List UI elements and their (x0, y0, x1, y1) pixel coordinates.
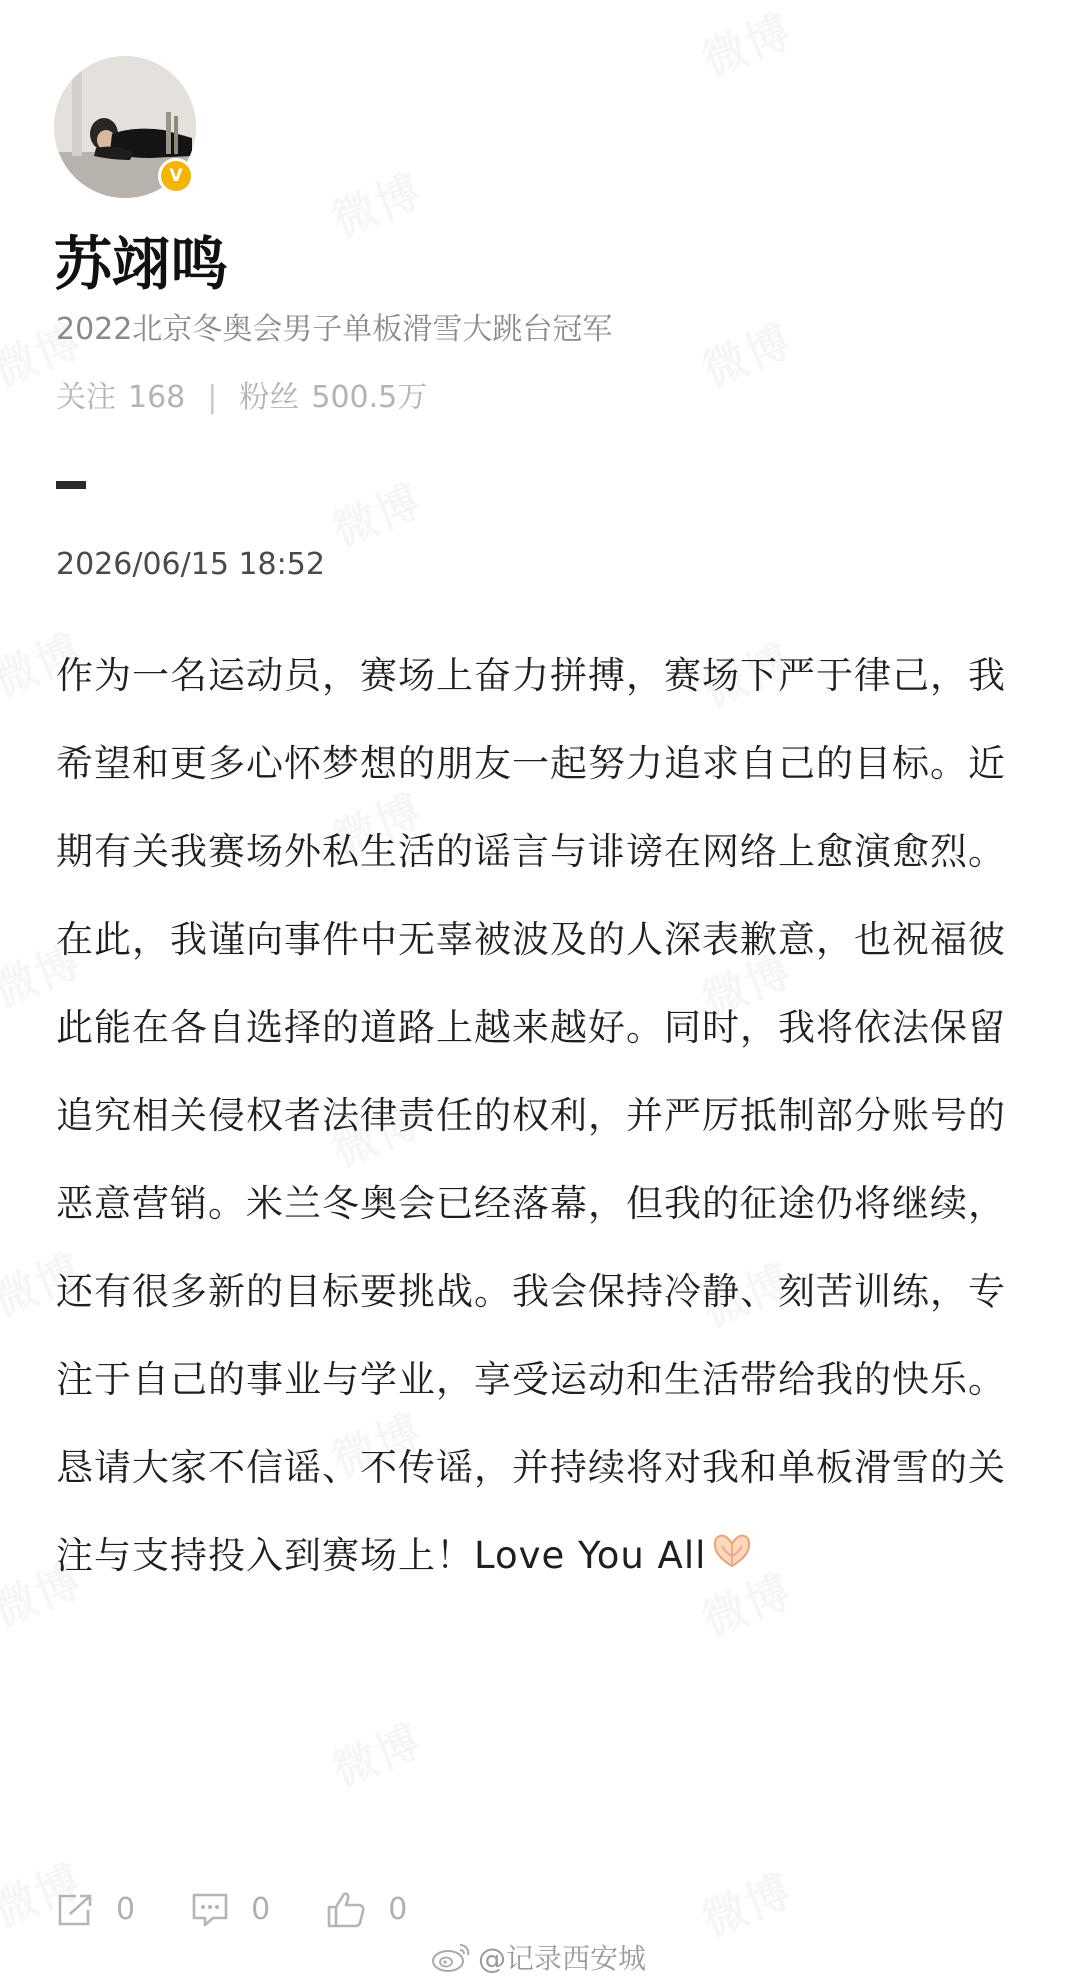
thumbs-up-icon (326, 1891, 366, 1929)
following-label: 关注 (56, 380, 116, 415)
source-handle: @记录西安城 (478, 1942, 647, 1975)
stats-separator: | (207, 380, 218, 415)
profile-name[interactable]: 苏翊鸣 (54, 230, 229, 298)
comment-count: 0 (251, 1892, 271, 1927)
post-text: 作为一名运动员，赛场上奋力拼搏，赛场下严于律己，我希望和更多心怀梦想的朋友一起努力追求自己的目标。近期有关我赛场外私生活的谣言与诽谤在网络上愈演愈烈。在此，我谨向事件中无辜被波及的人深表歉意，也祝福彼此能在各自选择的道路上越来越好。同时，我将依法保留追究相关侵权者法律责任的权利，并严厉抵制部分账号的恶意营销。米兰冬奥会已经落幕，但我的征途仍将继续，还有很多新的目标要挑战。我会保持冷静、刻苦训练，专注于自己的事业与学业，享受运动和生活带给我的快乐。恳请大家不信谣、不传谣，并持续将对我和单板滑雪的关注与支持投入到赛场上！Love You All (56, 654, 1006, 1577)
like-button[interactable] (326, 1890, 407, 1930)
followers-count: 500.5万 (311, 380, 428, 415)
post-actions (56, 1890, 463, 1930)
profile-stats (56, 378, 427, 418)
repost-button[interactable] (56, 1890, 135, 1930)
post-body (56, 632, 1024, 1602)
watermark-text (321, 155, 430, 249)
post-timestamp: 2026/06/15 18:52 (56, 547, 325, 582)
section-divider (56, 481, 86, 489)
profile-bio: 2022北京冬奥会男子单板滑雪大跳台冠军 (56, 312, 613, 347)
comment-icon (191, 1892, 229, 1928)
watermark-text (321, 465, 430, 559)
repost-count: 0 (116, 1892, 136, 1927)
followers-label: 粉丝 (239, 380, 300, 415)
watermark-text (321, 1705, 430, 1799)
like-count: 0 (388, 1892, 408, 1927)
watermark-text (691, 1855, 800, 1949)
heart-hands-icon (710, 1514, 754, 1602)
weibo-logo-icon (430, 1941, 472, 1973)
following-stat[interactable] (56, 378, 185, 418)
source-watermark (430, 1937, 646, 1977)
avatar[interactable] (54, 56, 196, 198)
comment-button[interactable] (191, 1890, 270, 1930)
verified-badge-icon: V (158, 158, 194, 194)
following-count: 168 (128, 380, 186, 415)
watermark-text (691, 0, 800, 89)
followers-stat[interactable] (239, 378, 427, 418)
repost-icon (56, 1892, 94, 1928)
watermark-text (691, 305, 800, 399)
